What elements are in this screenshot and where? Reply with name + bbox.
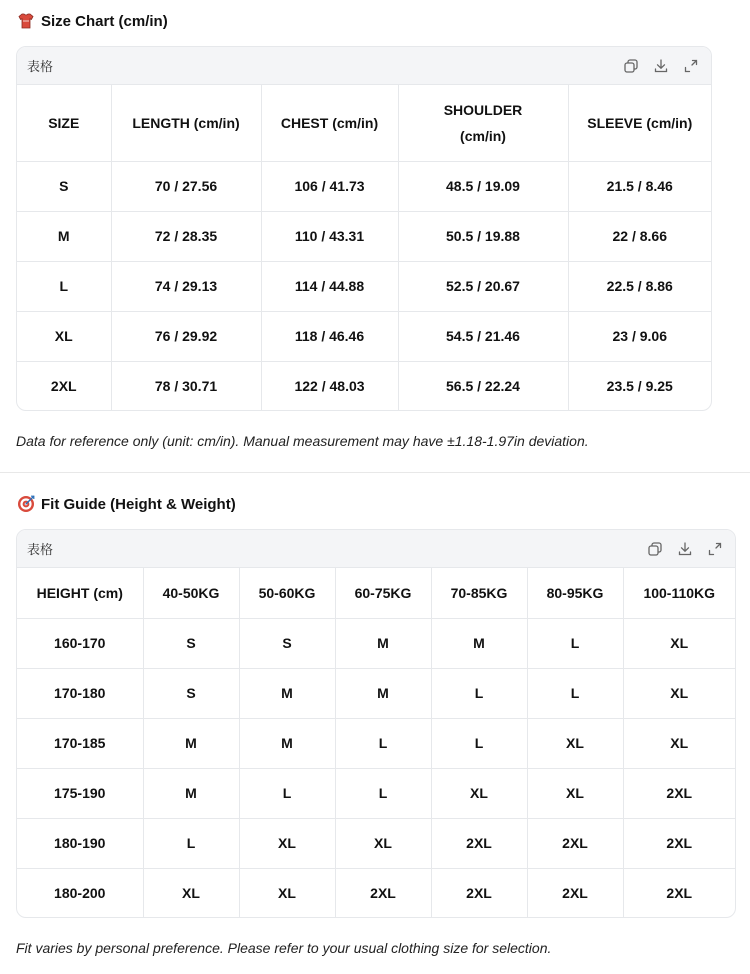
table-cell: 56.5 / 22.24 — [398, 361, 568, 410]
fit-guide-header — [17, 530, 735, 568]
column-header: HEIGHT (cm) — [17, 568, 143, 618]
table-cell: 110 / 43.31 — [261, 211, 398, 261]
table-cell: 23.5 / 9.25 — [606, 377, 673, 394]
column-header: 60-75KG — [335, 568, 431, 618]
table-cell: 2XL — [527, 818, 623, 868]
table-cell: 50.5 / 19.88 — [398, 211, 568, 261]
table-cell: 76 / 29.92 — [111, 311, 261, 361]
table-label: 表格 — [27, 59, 54, 74]
section-divider — [0, 472, 750, 473]
table-cell: XL — [431, 768, 527, 818]
column-header: 40-50KG — [143, 568, 239, 618]
table-cell: XL — [623, 718, 735, 768]
table-cell: 70 / 27.56 — [111, 161, 261, 211]
download-icon[interactable] — [653, 58, 669, 74]
table-cell: S — [17, 161, 111, 211]
table-header-row — [17, 85, 711, 161]
table-cell: L — [239, 768, 335, 818]
column-header: SHOULDER (cm/in) — [398, 85, 568, 161]
table-cell: 160-170 — [17, 618, 143, 668]
table-cell: M — [335, 618, 431, 668]
table-cell: 118 / 46.46 — [261, 311, 398, 361]
table-cell: 52.5 / 20.67 — [398, 261, 568, 311]
size-chart-header — [17, 47, 711, 85]
target-icon — [17, 495, 35, 513]
fit-guide-card — [16, 529, 736, 918]
table-cell: 78 / 30.71 — [111, 361, 261, 410]
table-cell: XL — [527, 768, 623, 818]
table-row — [17, 361, 711, 410]
table-cell: M — [143, 718, 239, 768]
table-cell: S — [143, 668, 239, 718]
download-icon[interactable] — [677, 541, 693, 557]
table-label: 表格 — [27, 542, 54, 557]
table-cell: 175-190 — [17, 768, 143, 818]
table-cell: 72 / 28.35 — [111, 211, 261, 261]
table-cell: 170-180 — [17, 668, 143, 718]
table-cell: XL — [623, 618, 735, 668]
table-cell: XL — [239, 868, 335, 917]
table-row — [17, 768, 735, 818]
table-cell: M — [17, 211, 111, 261]
size-chart-note: Data for reference only (unit: cm/in). Manual measurement may have ±1.18-1.97in deviation. — [16, 433, 589, 449]
table-cell: S — [143, 618, 239, 668]
column-header: LENGTH (cm/in) — [111, 85, 261, 161]
table-cell: XL — [623, 668, 735, 718]
tshirt-icon — [17, 12, 35, 30]
table-cell: L — [431, 718, 527, 768]
fit-guide-note: Fit varies by personal preference. Please refer to your usual clothing size for selection. — [16, 940, 552, 956]
table-cell: L — [527, 668, 623, 718]
table-cell: 2XL — [431, 868, 527, 917]
table-cell: L — [143, 818, 239, 868]
table-header-row — [17, 568, 735, 618]
table-cell: M — [239, 718, 335, 768]
table-cell: 122 / 48.03 — [261, 361, 398, 410]
table-cell: 21.5 / 8.46 — [568, 161, 711, 211]
fit-guide-table — [17, 568, 735, 917]
table-row — [17, 668, 735, 718]
table-cell: 2XL — [17, 361, 111, 410]
table-cell: 22.5 / 8.86 — [568, 261, 711, 311]
table-cell: 114 / 44.88 — [261, 261, 398, 311]
table-row — [17, 211, 711, 261]
table-cell: L — [527, 618, 623, 668]
table-cell: XL — [239, 818, 335, 868]
table-cell: L — [431, 668, 527, 718]
table-cell: XL — [17, 311, 111, 361]
table-toolbar — [647, 541, 723, 557]
table-cell: M — [431, 618, 527, 668]
table-cell: 2XL — [431, 818, 527, 868]
table-cell: XL — [143, 868, 239, 917]
table-row — [17, 618, 735, 668]
column-header: 100-110KG — [623, 568, 735, 618]
table-cell: M — [143, 768, 239, 818]
size-chart-card — [16, 46, 712, 411]
table-cell: M — [335, 668, 431, 718]
table-cell: 2XL — [623, 768, 735, 818]
column-header: 80-95KG — [527, 568, 623, 618]
table-cell: 23 / 9.06 — [568, 311, 711, 361]
column-header: 50-60KG — [239, 568, 335, 618]
table-cell: 180-200 — [17, 868, 143, 917]
size-chart-title — [17, 12, 168, 30]
table-cell: 48.5 / 19.09 — [398, 161, 568, 211]
table-row — [17, 818, 735, 868]
table-row — [17, 311, 711, 361]
table-row — [17, 868, 735, 917]
size-chart-table — [17, 85, 711, 410]
table-cell: 2XL — [623, 818, 735, 868]
table-cell: L — [17, 261, 111, 311]
fit-guide-title-text: Fit Guide (Height & Weight) — [41, 495, 236, 513]
table-cell: 22 / 8.66 — [568, 211, 711, 261]
table-cell: 2XL — [527, 868, 623, 917]
table-cell: 170-185 — [17, 718, 143, 768]
fit-guide-title — [17, 495, 236, 513]
column-header: SLEEVE (cm/in) — [568, 85, 711, 161]
table-cell: M — [239, 668, 335, 718]
table-cell: L — [335, 768, 431, 818]
table-row — [17, 261, 711, 311]
table-row — [17, 161, 711, 211]
table-cell: S — [239, 618, 335, 668]
copy-icon[interactable] — [647, 541, 663, 557]
table-cell: 180-190 — [17, 818, 143, 868]
copy-icon[interactable] — [623, 58, 639, 74]
column-header: 70-85KG — [431, 568, 527, 618]
column-header: SIZE — [17, 85, 111, 161]
table-cell: 2XL — [335, 868, 431, 917]
size-chart-title-text: Size Chart (cm/in) — [41, 12, 168, 30]
table-cell: 54.5 / 21.46 — [398, 311, 568, 361]
table-cell: L — [335, 718, 431, 768]
table-cell: 106 / 41.73 — [261, 161, 398, 211]
column-header: CHEST (cm/in) — [261, 85, 398, 161]
expand-icon[interactable] — [683, 58, 699, 74]
table-cell: 2XL — [666, 884, 693, 901]
table-toolbar — [623, 58, 699, 74]
table-cell: XL — [335, 818, 431, 868]
table-row — [17, 718, 735, 768]
table-cell: 74 / 29.13 — [111, 261, 261, 311]
expand-icon[interactable] — [707, 541, 723, 557]
table-cell: XL — [527, 718, 623, 768]
